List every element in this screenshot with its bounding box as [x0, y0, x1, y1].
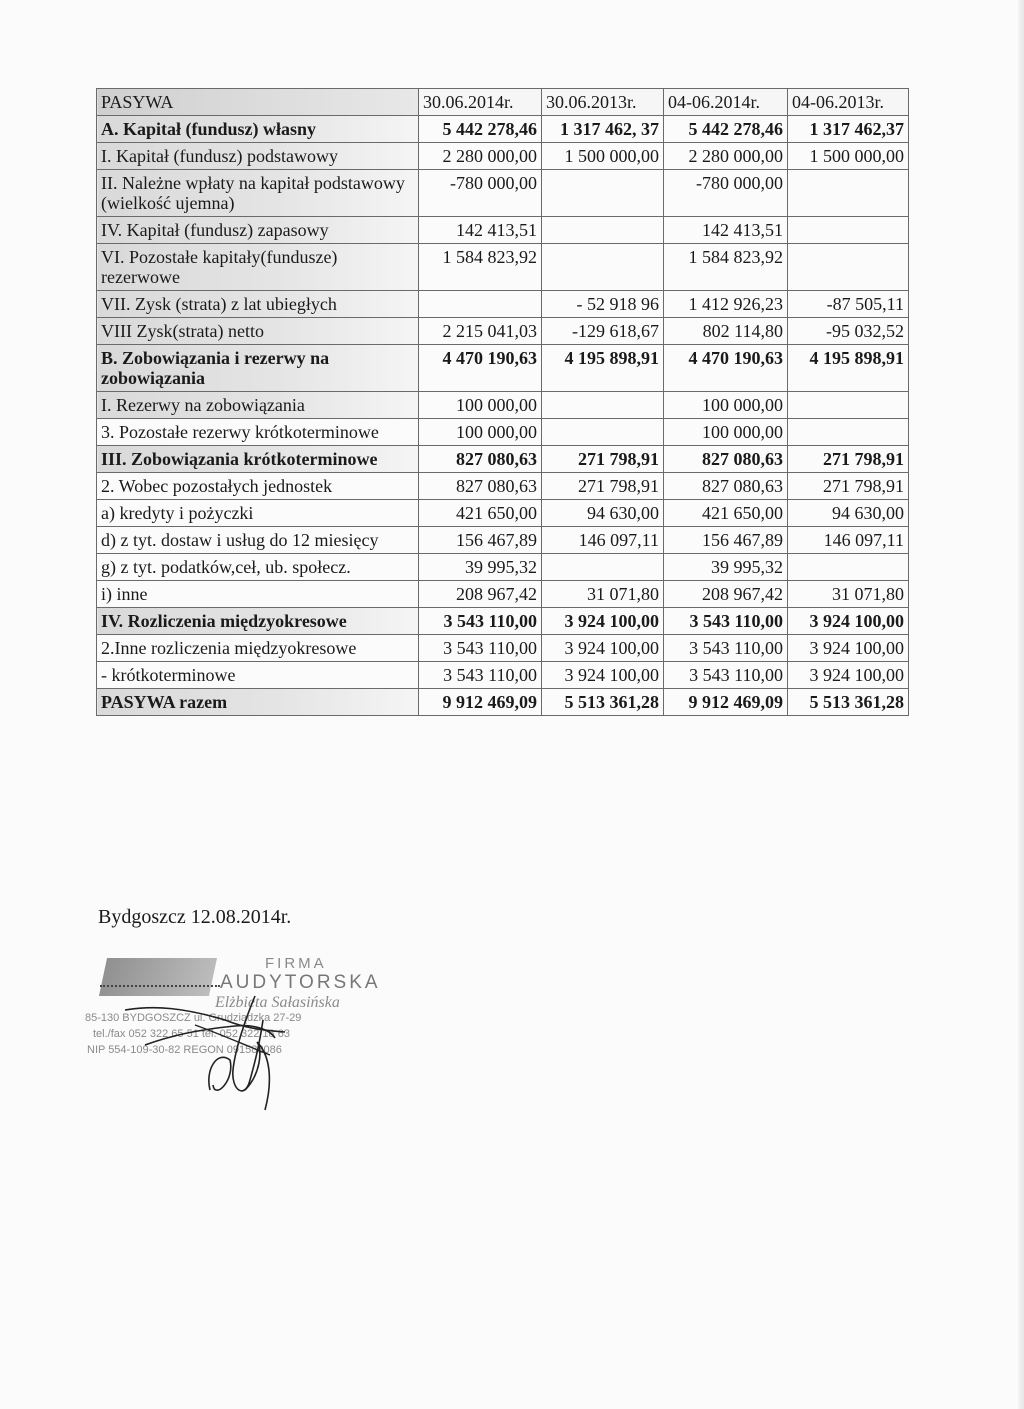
cell-value: 1 584 823,92 [664, 244, 788, 291]
cell-value [419, 291, 542, 318]
cell-value: 421 650,00 [419, 500, 542, 527]
cell-value: 4 195 898,91 [788, 345, 909, 392]
cell-value: 1 317 462,37 [788, 116, 909, 143]
cell-value: 802 114,80 [664, 318, 788, 345]
signature-dotted-line [100, 985, 220, 987]
table-row [97, 473, 909, 500]
table-header-row [97, 89, 909, 116]
cell-value [788, 217, 909, 244]
cell-value: 4 195 898,91 [542, 345, 664, 392]
table-row [97, 116, 909, 143]
cell-value: -95 032,52 [788, 318, 909, 345]
row-label: d) z tyt. dostaw i usług do 12 miesięcy [97, 527, 419, 554]
cell-value [788, 419, 909, 446]
table-row [97, 345, 909, 392]
cell-value: 5 513 361,28 [788, 689, 909, 716]
row-label: a) kredyty i pożyczki [97, 500, 419, 527]
table-row [97, 554, 909, 581]
header-pasywa: PASYWA [97, 89, 419, 116]
handwritten-signature [85, 950, 405, 1120]
cell-value: 271 798,91 [542, 473, 664, 500]
row-label: A. Kapitał (fundusz) własny [97, 116, 419, 143]
cell-value: 3 924 100,00 [788, 662, 909, 689]
header-col-2: 30.06.2013r. [542, 89, 664, 116]
cell-value: 2 280 000,00 [664, 143, 788, 170]
stamp-line-6: NIP 554-109-30-82 REGON 091588086 [87, 1044, 282, 1056]
cell-value: 2 215 041,03 [419, 318, 542, 345]
row-label: I. Rezerwy na zobowiązania [97, 392, 419, 419]
cell-value: 4 470 190,63 [664, 345, 788, 392]
table-row [97, 392, 909, 419]
stamp-line-5: tel./fax 052 322 65 51 tel. 052 322 18 63 [93, 1028, 290, 1040]
row-label: I. Kapitał (fundusz) podstawowy [97, 143, 419, 170]
cell-value [788, 392, 909, 419]
table-row [97, 689, 909, 716]
cell-value: 9 912 469,09 [419, 689, 542, 716]
stamp-line-1: FIRMA [265, 955, 327, 972]
cell-value: 271 798,91 [788, 446, 909, 473]
cell-value [788, 244, 909, 291]
row-label: III. Zobowiązania krótkoterminowe [97, 446, 419, 473]
cell-value: 156 467,89 [419, 527, 542, 554]
cell-value: 5 513 361,28 [542, 689, 664, 716]
cell-value: 5 442 278,46 [419, 116, 542, 143]
stamp-line-2: AUDYTORSKA [220, 972, 381, 993]
cell-value [788, 170, 909, 217]
cell-value: 827 080,63 [419, 446, 542, 473]
cell-value [542, 170, 664, 217]
row-label: 3. Pozostałe rezerwy krótkoterminowe [97, 419, 419, 446]
cell-value: -780 000,00 [419, 170, 542, 217]
cell-value: -129 618,67 [542, 318, 664, 345]
cell-value: 39 995,32 [664, 554, 788, 581]
cell-value: 1 500 000,00 [542, 143, 664, 170]
cell-value: 208 967,42 [664, 581, 788, 608]
table-row [97, 635, 909, 662]
cell-value [542, 392, 664, 419]
cell-value: 3 543 110,00 [419, 608, 542, 635]
cell-value: 827 080,63 [419, 473, 542, 500]
scan-edge [1018, 0, 1024, 1409]
row-label: IV. Rozliczenia międzyokresowe [97, 608, 419, 635]
cell-value: 100 000,00 [664, 419, 788, 446]
cell-value: 271 798,91 [788, 473, 909, 500]
row-label: VII. Zysk (strata) z lat ubiegłych [97, 291, 419, 318]
cell-value: 827 080,63 [664, 446, 788, 473]
cell-value [542, 217, 664, 244]
cell-value: 3 924 100,00 [542, 608, 664, 635]
cell-value: - 52 918 96 [542, 291, 664, 318]
row-label: i) inne [97, 581, 419, 608]
table-row [97, 170, 909, 217]
row-label: VIII Zysk(strata) netto [97, 318, 419, 345]
table-row [97, 143, 909, 170]
cell-value: 146 097,11 [788, 527, 909, 554]
row-label: 2.Inne rozliczenia międzyokresowe [97, 635, 419, 662]
cell-value: 3 543 110,00 [419, 635, 542, 662]
cell-value: 100 000,00 [664, 392, 788, 419]
table-row [97, 662, 909, 689]
row-label: 2. Wobec pozostałych jednostek [97, 473, 419, 500]
table-row [97, 244, 909, 291]
cell-value: 1 500 000,00 [788, 143, 909, 170]
row-label: IV. Kapitał (fundusz) zapasowy [97, 217, 419, 244]
table-row [97, 527, 909, 554]
header-col-3: 04-06.2014r. [664, 89, 788, 116]
table-row [97, 500, 909, 527]
cell-value: 100 000,00 [419, 392, 542, 419]
cell-value: 3 924 100,00 [788, 635, 909, 662]
cell-value: 1 317 462, 37 [542, 116, 664, 143]
cell-value: 271 798,91 [542, 446, 664, 473]
cell-value: 146 097,11 [542, 527, 664, 554]
cell-value: 4 470 190,63 [419, 345, 542, 392]
cell-value: 9 912 469,09 [664, 689, 788, 716]
cell-value: 142 413,51 [664, 217, 788, 244]
row-label: - krótkoterminowe [97, 662, 419, 689]
cell-value: 827 080,63 [664, 473, 788, 500]
cell-value: 94 630,00 [788, 500, 909, 527]
liabilities-table [96, 88, 909, 716]
table-row [97, 581, 909, 608]
cell-value: 3 543 110,00 [664, 608, 788, 635]
cell-value: -87 505,11 [788, 291, 909, 318]
cell-value: 3 543 110,00 [664, 662, 788, 689]
cell-value [542, 554, 664, 581]
cell-value: 31 071,80 [542, 581, 664, 608]
cell-value: 3 924 100,00 [542, 635, 664, 662]
table-row [97, 608, 909, 635]
row-label: B. Zobowiązania i rezerwy na zobowiązania [97, 345, 419, 392]
cell-value: 31 071,80 [788, 581, 909, 608]
cell-value: 3 543 110,00 [664, 635, 788, 662]
cell-value: 1 412 926,23 [664, 291, 788, 318]
cell-value: -780 000,00 [664, 170, 788, 217]
table-row [97, 217, 909, 244]
table-row [97, 446, 909, 473]
cell-value [542, 244, 664, 291]
cell-value: 39 995,32 [419, 554, 542, 581]
cell-value: 100 000,00 [419, 419, 542, 446]
cell-value [542, 419, 664, 446]
table-row [97, 419, 909, 446]
place-and-date: Bydgoszcz 12.08.2014r. [98, 906, 292, 928]
cell-value: 156 467,89 [664, 527, 788, 554]
company-stamp [85, 950, 405, 1120]
cell-value: 208 967,42 [419, 581, 542, 608]
cell-value: 1 584 823,92 [419, 244, 542, 291]
cell-value: 5 442 278,46 [664, 116, 788, 143]
cell-value: 421 650,00 [664, 500, 788, 527]
cell-value: 3 543 110,00 [419, 662, 542, 689]
cell-value [788, 554, 909, 581]
row-label: PASYWA razem [97, 689, 419, 716]
cell-value: 142 413,51 [419, 217, 542, 244]
stamp-line-4: 85-130 BYDGOSZCZ ul. Grudziądzka 27-29 [85, 1012, 302, 1024]
cell-value: 2 280 000,00 [419, 143, 542, 170]
row-label: VI. Pozostałe kapitały(fundusze) rezerwowe [97, 244, 419, 291]
cell-value: 3 924 100,00 [542, 662, 664, 689]
row-label: II. Należne wpłaty na kapitał podstawowy (wielkość ujemna) [97, 170, 419, 217]
table-row [97, 291, 909, 318]
row-label: g) z tyt. podatków,ceł, ub. społecz. [97, 554, 419, 581]
header-col-4: 04-06.2013r. [788, 89, 909, 116]
stamp-line-3: Elżbieta Sałasińska [215, 994, 340, 1011]
cell-value: 3 924 100,00 [788, 608, 909, 635]
header-col-1: 30.06.2014r. [419, 89, 542, 116]
table-row [97, 318, 909, 345]
cell-value: 94 630,00 [542, 500, 664, 527]
